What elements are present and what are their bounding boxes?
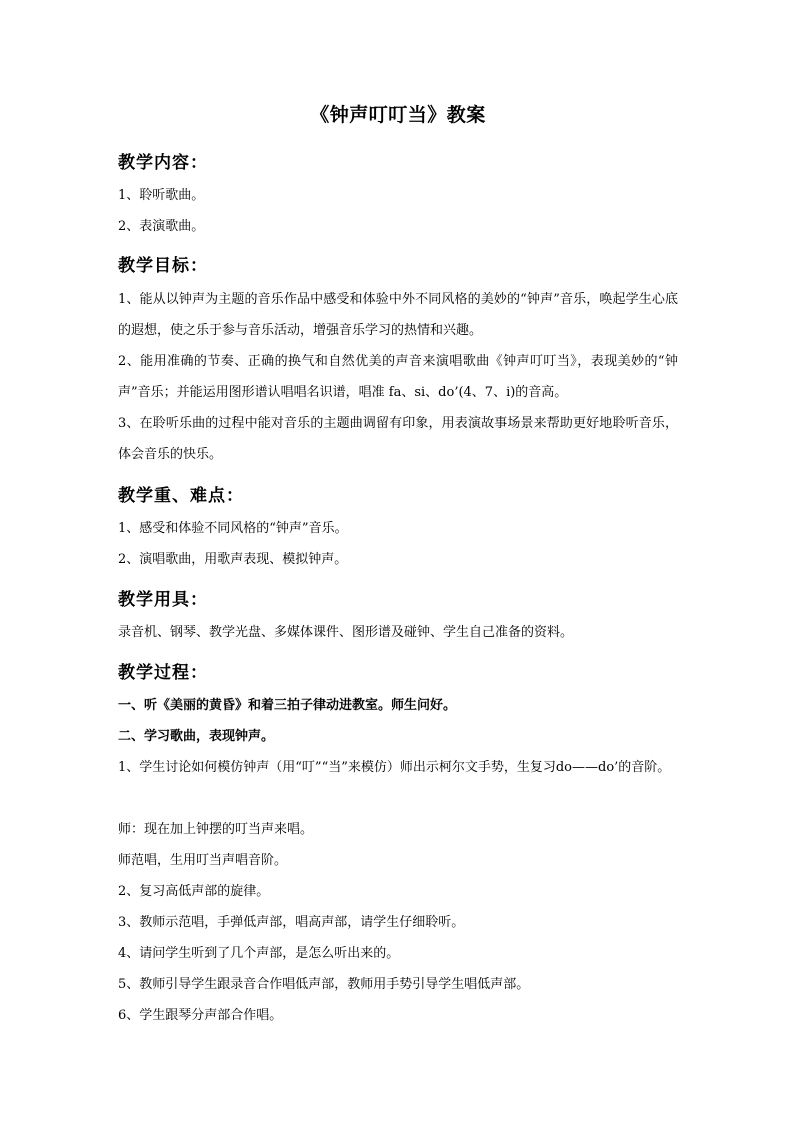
key-point-2: 2、演唱歌曲，用歌声表现、模拟钟声。 bbox=[118, 552, 348, 567]
goal-item-1: 1、能从以钟声为主题的音乐作品中感受和体验中外不同风格的美妙的“钟声”音乐，唤起学生心底的遐想，使之乐于参与音乐活动，增强音乐学习的热情和兴趣。 bbox=[118, 292, 678, 338]
process-item-6: 4、请问学生听到了几个声部，是怎么听出来的。 bbox=[118, 946, 400, 961]
heading-process: 教学过程： bbox=[118, 663, 208, 683]
process-step-1: 一、听《美丽的黄昏》和着三拍子律动进教室。师生问好。 bbox=[118, 698, 457, 713]
heading-content: 教学内容： bbox=[118, 153, 208, 173]
heading-key-points: 教学重、难点： bbox=[118, 486, 244, 506]
process-item-5: 3、教师示范唱，手弹低声部，唱高声部，请学生仔细聆听。 bbox=[118, 915, 465, 930]
heading-goals: 教学目标： bbox=[118, 256, 208, 276]
tools-text: 录音机、钢琴、教学光盘、多媒体课件、图形谱及碰钟、学生自己准备的资料。 bbox=[118, 625, 574, 640]
document-title: 《钟声叮叮当》教案 bbox=[310, 104, 486, 126]
goal-item-2: 2、能用准确的节奏、正确的换气和自然优美的声音来演唱歌曲《钟声叮叮当》，表现美妙的“钟声”音乐；并能运用图形谱认唱唱名识谱，唱准 fa、si、do’(4、7、i)的音高。 bbox=[118, 354, 678, 400]
heading-tools: 教学用具： bbox=[118, 590, 208, 610]
process-step-2: 二、学习歌曲，表现钟声。 bbox=[118, 729, 275, 744]
process-item-4: 2、复习高低声部的旋律。 bbox=[118, 884, 270, 899]
process-item-8: 6、学生跟琴分声部合作唱。 bbox=[118, 1008, 283, 1023]
content-item-2: 2、表演歌曲。 bbox=[118, 219, 205, 234]
process-item-3: 师范唱，生用叮当声唱音阶。 bbox=[118, 853, 288, 868]
process-item-1: 1、学生讨论如何模仿钟声（用“叮”“当”来模仿）师出示柯尔文手势，生复习do——do’的音阶。 bbox=[118, 760, 671, 775]
content-item-1: 1、聆听歌曲。 bbox=[118, 188, 205, 203]
process-item-2: 师：现在加上钟摆的叮当声来唱。 bbox=[118, 822, 314, 837]
process-item-7: 5、教师引导学生跟录音合作唱低声部，教师用手势引导学生唱低声部。 bbox=[118, 977, 530, 992]
goal-item-3: 3、在聆听乐曲的过程中能对音乐的主题曲调留有印象，用表演故事场景来帮助更好地聆听音乐，体会音乐的快乐。 bbox=[118, 416, 678, 462]
key-point-1: 1、感受和体验不同风格的“钟声”音乐。 bbox=[118, 521, 348, 536]
